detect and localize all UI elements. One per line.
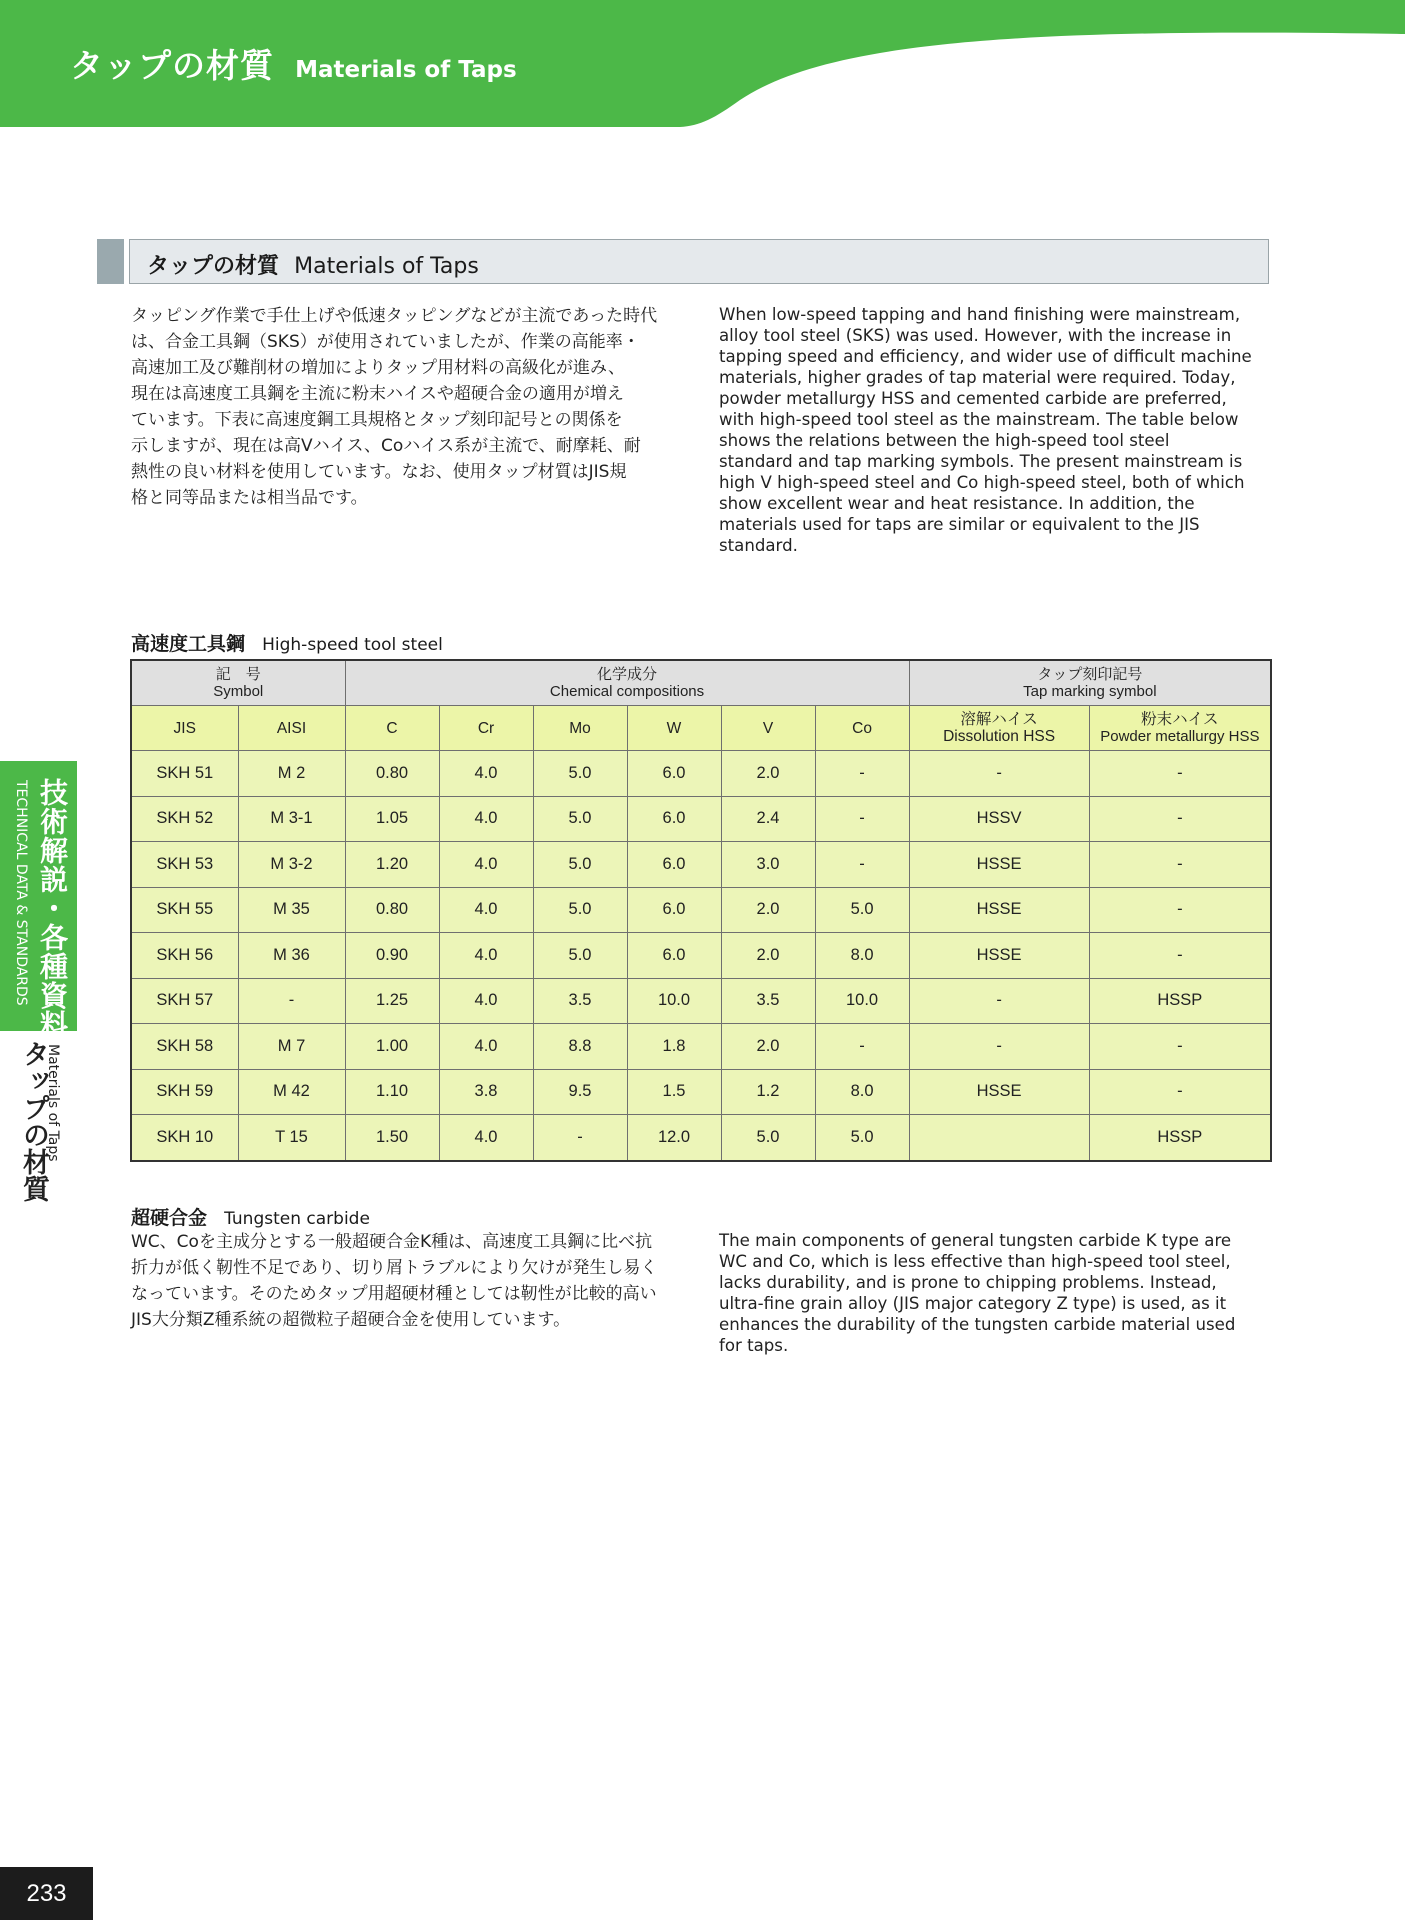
cell-v: 2.0 [721, 933, 815, 979]
top-banner [0, 0, 1405, 130]
side-tab-en: TECHNICAL DATA & STANDARDS [13, 780, 29, 1006]
carbide-jp-line: JIS大分類Z種系統の超微粒子超硬合金を使用しています。 [131, 1310, 571, 1330]
cell-aisi: M 36 [238, 933, 345, 979]
cell-mo: 5.0 [533, 796, 627, 842]
carbide-heading-jp: 超硬合金 [131, 1207, 208, 1229]
col-w: W [627, 706, 721, 751]
cell-powder-hss: - [1089, 796, 1271, 842]
cell-co: 8.0 [815, 933, 909, 979]
cell-cr: 4.0 [439, 751, 533, 797]
table-row [131, 751, 1271, 797]
table-header-row [131, 660, 1271, 706]
cell-dissolution-hss [909, 1115, 1089, 1161]
cell-jis: SKH 56 [131, 933, 238, 979]
intro-en-line: high V high-speed steel and Co high-speed steel, both of which [719, 473, 1245, 492]
cell-jis: SKH 57 [131, 978, 238, 1024]
cell-mo: 3.5 [533, 978, 627, 1024]
cell-powder-hss: - [1089, 1024, 1271, 1070]
col-v: V [721, 706, 815, 751]
section-title-en: Materials of Taps [294, 254, 479, 279]
section-title [147, 249, 479, 280]
cell-v: 1.2 [721, 1069, 815, 1115]
cell-co: - [815, 751, 909, 797]
col-cr: Cr [439, 706, 533, 751]
intro-en-line: standard. [719, 536, 798, 555]
page-number: 233 [0, 1867, 93, 1920]
carbide-jp-line: なっています。そのためタップ用超硬材種としては靭性が比較的高い [131, 1284, 657, 1304]
cell-co: - [815, 1024, 909, 1070]
banner-title-en: Materials of Taps [295, 57, 517, 83]
cell-cr: 4.0 [439, 842, 533, 888]
chem-header [345, 660, 909, 706]
cell-c: 0.90 [345, 933, 439, 979]
col-dissolution-en: Dissolution HSS [943, 728, 1056, 745]
cell-cr: 4.0 [439, 1024, 533, 1070]
cell-powder-hss: HSSP [1089, 1115, 1271, 1161]
cell-v: 3.0 [721, 842, 815, 888]
col-c: C [345, 706, 439, 751]
intro-jp-line: 現在は高速度工具鋼を主流に粉末ハイスや超硬合金の適用が増え [131, 384, 624, 404]
col-co: Co [815, 706, 909, 751]
cell-mo: 5.0 [533, 933, 627, 979]
carbide-jp-line: WC、Coを主成分とする一般超硬合金K種は、高速度工具鋼に比べ抗 [131, 1232, 653, 1252]
cell-aisi: T 15 [238, 1115, 345, 1161]
cell-co: 10.0 [815, 978, 909, 1024]
cell-co: 5.0 [815, 887, 909, 933]
marking-header-en: Tap marking symbol [1023, 683, 1157, 700]
intro-jp-line: 高速加工及び難削材の増加によりタップ用材料の高級化が進み、 [131, 358, 626, 378]
section-heading-mark [97, 239, 124, 284]
section-title-jp: タップの材質 [147, 254, 280, 279]
cell-co: 5.0 [815, 1115, 909, 1161]
hss-heading-jp: 高速度工具鋼 [131, 633, 246, 655]
cell-powder-hss: - [1089, 933, 1271, 979]
intro-en-line: When low-speed tapping and hand finishing were mainstream, [719, 305, 1241, 324]
intro-en-line: shows the relations between the high-speed tool steel [719, 431, 1170, 450]
table-row [131, 1069, 1271, 1115]
intro-en-line: powder metallurgy HSS and cemented carbide are preferred, [719, 389, 1227, 408]
banner-title-jp: タップの材質 [70, 46, 274, 85]
intro-jp-paragraph [131, 303, 691, 511]
cell-w: 10.0 [627, 978, 721, 1024]
marking-header-jp: タップ刻印記号 [1037, 666, 1143, 683]
chem-header-jp: 化学成分 [597, 666, 658, 683]
cell-cr: 4.0 [439, 933, 533, 979]
section-heading [97, 239, 1269, 284]
cell-cr: 4.0 [439, 978, 533, 1024]
cell-v: 2.4 [721, 796, 815, 842]
cell-v: 2.0 [721, 887, 815, 933]
carbide-en-paragraph [719, 1230, 1279, 1356]
cell-powder-hss: - [1089, 1069, 1271, 1115]
chem-header-en: Chemical compositions [549, 683, 705, 700]
cell-c: 1.10 [345, 1069, 439, 1115]
col-powder-jp: 粉末ハイス [1141, 711, 1219, 728]
cell-dissolution-hss: HSSE [909, 842, 1089, 888]
intro-en-line: materials used for taps are similar or equivalent to the JIS [719, 515, 1200, 534]
cell-c: 1.00 [345, 1024, 439, 1070]
cell-v: 2.0 [721, 1024, 815, 1070]
cell-c: 1.25 [345, 978, 439, 1024]
cell-powder-hss: - [1089, 887, 1271, 933]
col-powder-hss [1089, 706, 1271, 751]
cell-dissolution-hss: - [909, 978, 1089, 1024]
cell-c: 0.80 [345, 751, 439, 797]
cell-w: 6.0 [627, 796, 721, 842]
carbide-en-line: lacks durability, and is prone to chipping problems. Instead, [719, 1273, 1217, 1292]
cell-mo: 5.0 [533, 887, 627, 933]
cell-w: 1.5 [627, 1069, 721, 1115]
carbide-en-line: The main components of general tungsten carbide K type are [719, 1231, 1232, 1250]
col-jis: JIS [131, 706, 238, 751]
intro-en-line: with high-speed tool steel as the mainstream. The table below [719, 410, 1239, 429]
col-dissolution-hss [909, 706, 1089, 751]
cell-cr: 4.0 [439, 1115, 533, 1161]
cell-jis: SKH 55 [131, 887, 238, 933]
cell-w: 6.0 [627, 842, 721, 888]
table-body [131, 751, 1271, 1161]
intro-en-line: tapping speed and efficiency, and wider use of difficult machine [719, 347, 1252, 366]
intro-en-line: materials, higher grades of tap material were required. Today, [719, 368, 1236, 387]
cell-aisi: M 3-2 [238, 842, 345, 888]
cell-c: 1.50 [345, 1115, 439, 1161]
intro-en-line: standard and tap marking symbols. The present mainstream is [719, 452, 1243, 471]
cell-mo: 5.0 [533, 842, 627, 888]
cell-dissolution-hss: HSSE [909, 933, 1089, 979]
intro-jp-line: 示しますが、現在は高Vハイス、Coハイス系が主流で、耐摩耗、耐 [131, 436, 641, 456]
intro-jp-line: タッピング作業で手仕上げや低速タッピングなどが主流であった時代 [131, 306, 658, 326]
cell-powder-hss: - [1089, 751, 1271, 797]
cell-c: 1.20 [345, 842, 439, 888]
side-tab-jp: 技術解説・各種資料 [36, 778, 69, 1039]
col-dissolution-jp: 溶解ハイス [960, 711, 1038, 728]
cell-v: 3.5 [721, 978, 815, 1024]
symbol-header-jp: 記 号 [215, 666, 261, 683]
col-powder-en: Powder metallurgy HSS [1100, 728, 1260, 745]
cell-w: 12.0 [627, 1115, 721, 1161]
cell-aisi: M 7 [238, 1024, 345, 1070]
cell-dissolution-hss: - [909, 1024, 1089, 1070]
cell-co: - [815, 842, 909, 888]
cell-co: 8.0 [815, 1069, 909, 1115]
table-row [131, 1115, 1271, 1161]
cell-dissolution-hss: HSSV [909, 796, 1089, 842]
cell-aisi: M 35 [238, 887, 345, 933]
cell-jis: SKH 10 [131, 1115, 238, 1161]
hss-heading-en: High-speed tool steel [262, 635, 443, 655]
table-row [131, 796, 1271, 842]
carbide-heading-en: Tungsten carbide [224, 1209, 370, 1229]
cell-cr: 3.8 [439, 1069, 533, 1115]
cell-v: 5.0 [721, 1115, 815, 1161]
cell-aisi: M 42 [238, 1069, 345, 1115]
cell-aisi: - [238, 978, 345, 1024]
intro-en-line: show excellent wear and heat resistance. In addition, the [719, 494, 1195, 513]
cell-aisi: M 3-1 [238, 796, 345, 842]
cell-powder-hss: HSSP [1089, 978, 1271, 1024]
cell-w: 6.0 [627, 887, 721, 933]
symbol-header [131, 660, 345, 706]
symbol-header-en: Symbol [213, 683, 264, 700]
cell-dissolution-hss: HSSE [909, 887, 1089, 933]
cell-cr: 4.0 [439, 796, 533, 842]
cell-mo: 8.8 [533, 1024, 627, 1070]
cell-cr: 4.0 [439, 887, 533, 933]
cell-jis: SKH 58 [131, 1024, 238, 1070]
intro-en-line: alloy tool steel (SKS) was used. However, with the increase in [719, 326, 1232, 345]
cell-c: 0.80 [345, 887, 439, 933]
cell-w: 1.8 [627, 1024, 721, 1070]
table-row [131, 887, 1271, 933]
col-mo: Mo [533, 706, 627, 751]
cell-c: 1.05 [345, 796, 439, 842]
carbide-en-line: WC and Co, which is less effective than high-speed tool steel, [719, 1252, 1231, 1271]
hss-table [130, 659, 1272, 1162]
cell-dissolution-hss: HSSE [909, 1069, 1089, 1115]
table-row [131, 1024, 1271, 1070]
table-subheader-row [131, 706, 1271, 751]
cell-mo: 5.0 [533, 751, 627, 797]
carbide-jp-paragraph [131, 1229, 691, 1333]
cell-w: 6.0 [627, 751, 721, 797]
intro-en-paragraph [719, 304, 1279, 556]
carbide-en-line: ultra-fine grain alloy (JIS major category Z type) is used, as it [719, 1294, 1227, 1313]
intro-jp-line: 熱性の良い材料を使用しています。なお、使用タップ材質はJIS規 [131, 462, 627, 482]
cell-w: 6.0 [627, 933, 721, 979]
cell-mo: - [533, 1115, 627, 1161]
cell-powder-hss: - [1089, 842, 1271, 888]
cell-mo: 9.5 [533, 1069, 627, 1115]
carbide-en-line: enhances the durability of the tungsten carbide material used [719, 1315, 1236, 1334]
banner-title [70, 40, 517, 87]
cell-jis: SKH 59 [131, 1069, 238, 1115]
carbide-heading [131, 1203, 370, 1230]
side-page-en: Materials of Taps [45, 1044, 61, 1162]
table-row [131, 978, 1271, 1024]
col-aisi: AISI [238, 706, 345, 751]
cell-aisi: M 2 [238, 751, 345, 797]
carbide-jp-line: 折力が低く靭性不足であり、切り屑トラブルにより欠けが発生し易く [131, 1258, 658, 1278]
cell-dissolution-hss: - [909, 751, 1089, 797]
cell-jis: SKH 53 [131, 842, 238, 888]
side-page-jp: タップの材質 [18, 1040, 49, 1202]
table-row [131, 933, 1271, 979]
cell-v: 2.0 [721, 751, 815, 797]
cell-jis: SKH 51 [131, 751, 238, 797]
intro-jp-line: は、合金工具鋼（SKS）が使用されていましたが、作業の高能率・ [131, 332, 640, 352]
hss-heading [131, 629, 443, 656]
intro-jp-line: ています。下表に高速度鋼工具規格とタップ刻印記号との関係を [131, 410, 623, 430]
intro-jp-line: 格と同等品または相当品です。 [131, 488, 368, 508]
table-row [131, 842, 1271, 888]
carbide-en-line: for taps. [719, 1336, 789, 1355]
cell-jis: SKH 52 [131, 796, 238, 842]
marking-header [909, 660, 1271, 706]
cell-co: - [815, 796, 909, 842]
